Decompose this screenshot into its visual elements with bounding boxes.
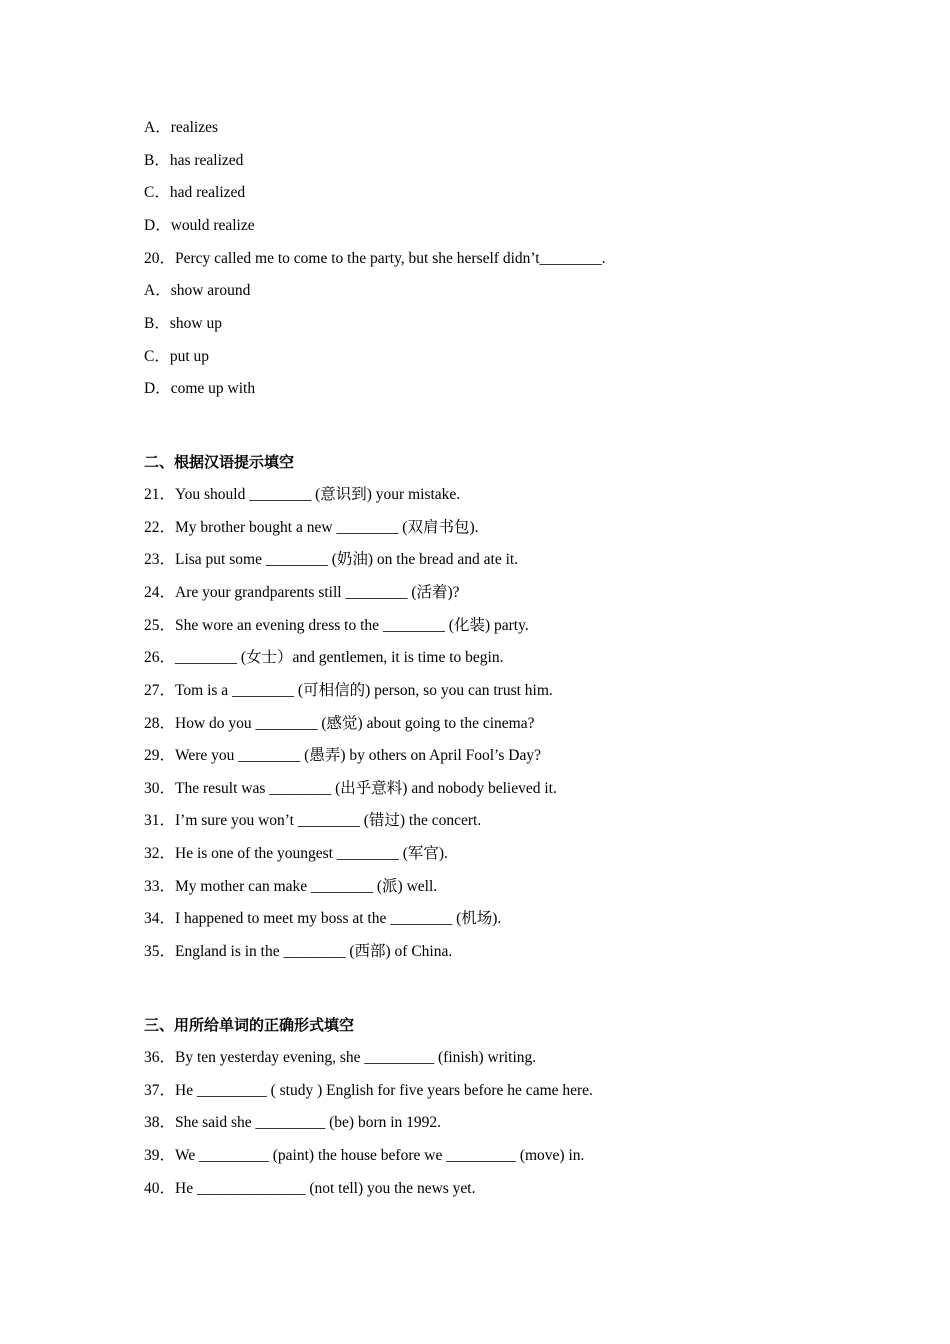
question-39: 39．We _________ (paint) the house before we _________ (move) in. (144, 1147, 585, 1164)
question-24: 24．Are your grandparents still ________ (活着)? (144, 584, 460, 601)
option-q19-b: B．has realized (144, 152, 244, 169)
option-q20-d: D．come up with (144, 380, 256, 397)
option-q20-c: C．put up (144, 348, 210, 365)
option-q19-d: D．would realize (144, 217, 255, 234)
question-27: 27．Tom is a ________ (可相信的) person, so you can trust him. (144, 682, 553, 699)
question-26: 26．________ (女士）and gentlemen, it is time to begin. (144, 649, 504, 666)
question-28: 28．How do you ________ (感觉) about going to the cinema? (144, 715, 535, 732)
question-29: 29．Were you ________ (愚弄) by others on April Fool’s Day? (144, 747, 541, 764)
question-22: 22．My brother bought a new ________ (双肩书包). (144, 519, 479, 536)
question-20: 20．Percy called me to come to the party, but she herself didn’t________. (144, 250, 606, 267)
question-32: 32．He is one of the youngest ________ (军官). (144, 845, 448, 862)
option-q20-b: B．show up (144, 315, 222, 332)
question-35: 35．England is in the ________ (西部) of China. (144, 943, 453, 960)
option-q19-a: A．realizes (144, 119, 219, 136)
section-3-title: 三、用所给单词的正确形式填空 (144, 1016, 355, 1034)
question-40: 40．He ______________ (not tell) you the news yet. (144, 1180, 476, 1197)
question-37: 37．He _________ ( study ) English for five years before he came here. (144, 1082, 593, 1099)
question-30: 30．The result was ________ (出乎意料) and nobody believed it. (144, 780, 557, 797)
question-38: 38．She said she _________ (be) born in 1992. (144, 1114, 442, 1131)
question-23: 23．Lisa put some ________ (奶油) on the bread and ate it. (144, 551, 519, 568)
option-q20-a: A．show around (144, 282, 251, 299)
option-q19-c: C．had realized (144, 184, 246, 201)
question-34: 34．I happened to meet my boss at the ________ (机场). (144, 910, 502, 927)
question-21: 21．You should ________ (意识到) your mistake. (144, 486, 461, 503)
question-33: 33．My mother can make ________ (派) well. (144, 878, 438, 895)
section-2-title: 二、根据汉语提示填空 (144, 453, 295, 471)
question-36: 36．By ten yesterday evening, she _________ (finish) writing. (144, 1049, 537, 1066)
question-31: 31．I’m sure you won’t ________ (错过) the concert. (144, 812, 482, 829)
question-25: 25．She wore an evening dress to the ________ (化装) party. (144, 617, 529, 634)
